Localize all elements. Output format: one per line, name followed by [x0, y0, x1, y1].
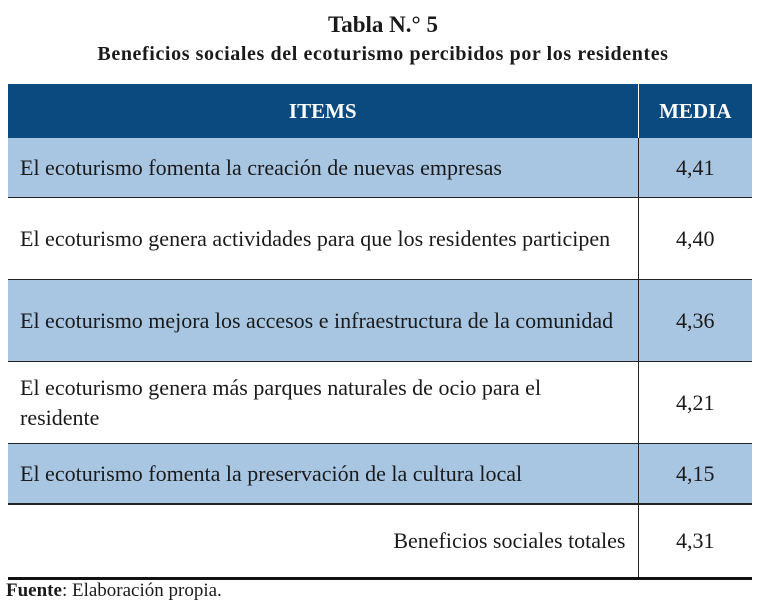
total-media: 4,31	[638, 504, 752, 579]
row-media: 4,40	[638, 198, 752, 280]
row-media: 4,21	[638, 362, 752, 444]
source-note	[6, 580, 222, 602]
row-media: 4,36	[638, 280, 752, 362]
source-label: Fuente	[6, 580, 62, 601]
row-item: El ecoturismo mejora los accesos e infraestructura de la comunidad	[8, 280, 638, 362]
data-table	[8, 84, 752, 580]
total-row	[8, 504, 752, 579]
header-row	[8, 84, 752, 138]
row-media: 4,15	[638, 444, 752, 505]
header-media: MEDIA	[638, 84, 752, 138]
table-row	[8, 362, 752, 444]
table-row	[8, 280, 752, 362]
row-item: El ecoturismo genera actividades para que los residentes participen	[8, 198, 638, 280]
table-row	[8, 198, 752, 280]
table-row	[8, 444, 752, 505]
source-text: : Elaboración propia.	[61, 580, 222, 601]
table-subtitle: Beneficios sociales del ecoturismo percibidos por los residentes	[97, 43, 669, 65]
total-label: Beneficios sociales totales	[8, 504, 638, 579]
table-row	[8, 138, 752, 198]
header-items: ITEMS	[8, 84, 638, 138]
row-item: El ecoturismo fomenta la creación de nuevas empresas	[8, 138, 638, 198]
row-item: El ecoturismo fomenta la preservación de la cultura local	[8, 444, 638, 505]
row-item: El ecoturismo genera más parques naturales de ocio para el residente	[8, 362, 638, 444]
table-title: Tabla N.° 5	[328, 12, 438, 37]
row-media: 4,41	[638, 138, 752, 198]
